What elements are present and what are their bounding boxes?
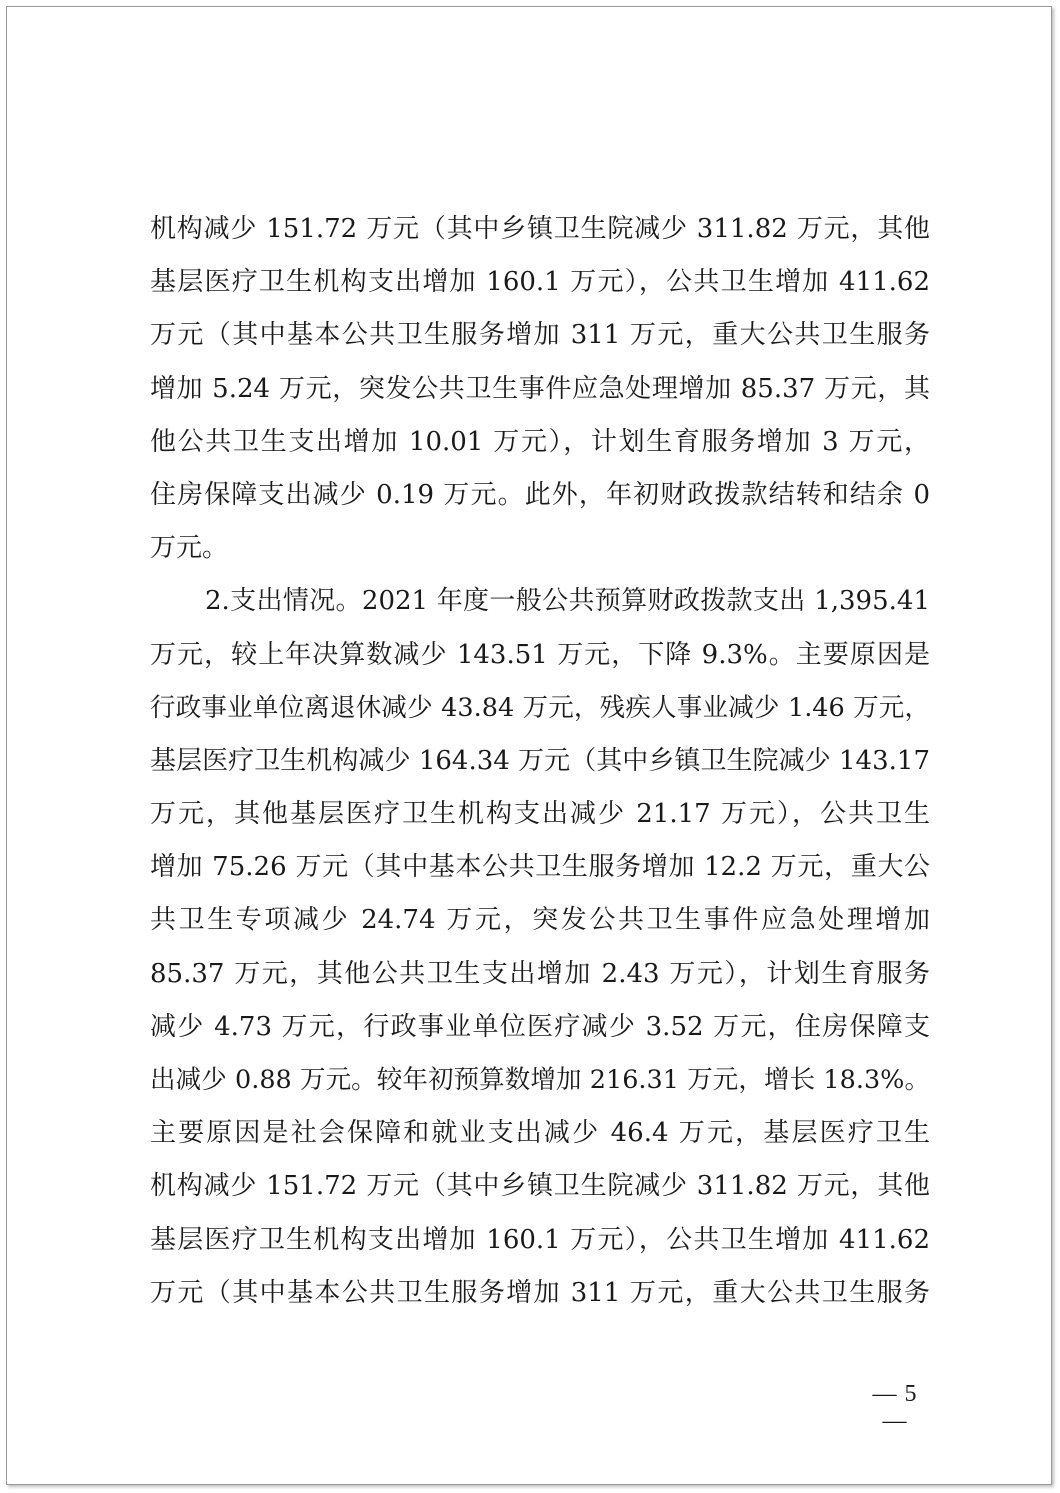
page-number: — 5 — (872, 1381, 918, 1434)
text-line: 万元，其他基层医疗卫生机构支出减少 21.17 万元），公共卫生 (150, 799, 930, 830)
text-line: 出减少 0.88 万元。较年初预算数增加 216.31 万元，增长 18.3%。 (150, 1065, 930, 1095)
text-line: 85.37 万元，其他公共卫生支出增加 2.43 万元），计划生育服务 (150, 958, 930, 989)
body-text (150, 203, 930, 1320)
document-page (6, 6, 1052, 1485)
text-line: 万元（其中基本公共卫生服务增加 311 万元，重大公共卫生服务 (150, 1277, 930, 1308)
text-line: 他公共卫生支出增加 10.01 万元），计划生育服务增加 3 万元， (150, 426, 930, 457)
text-line: 共卫生专项减少 24.74 万元，突发公共卫生事件应急处理增加 (150, 905, 930, 936)
text-line: 基层医疗卫生机构减少 164.34 万元（其中乡镇卫生院减少 143.17 (150, 745, 930, 776)
text-line: 增加 5.24 万元，突发公共卫生事件应急处理增加 85.37 万元，其 (150, 373, 930, 404)
text-line: 机构减少 151.72 万元（其中乡镇卫生院减少 311.82 万元，其他 (150, 214, 930, 244)
text-line: 2.支出情况。2021 年度一般公共预算财政拨款支出 1,395.41 (205, 586, 930, 617)
text-line: 主要原因是社会保障和就业支出减少 46.4 万元，基层医疗卫生 (150, 1118, 930, 1149)
text-line: 基层医疗卫生机构支出增加 160.1 万元），公共卫生增加 411.62 (150, 267, 930, 298)
text-line: 住房保障支出减少 0.19 万元。此外，年初财政拨款结转和结余 0 (150, 479, 930, 510)
text-line: 行政事业单位离退休减少 43.84 万元，残疾人事业减少 1.46 万元， (150, 692, 930, 723)
text-line: 增加 75.26 万元（其中基本公共卫生服务增加 12.2 万元，重大公 (150, 852, 930, 883)
text-line: 万元（其中基本公共卫生服务增加 311 万元，重大公共卫生服务 (150, 320, 930, 351)
text-line: 减少 4.73 万元，行政事业单位医疗减少 3.52 万元，住房保障支 (150, 1011, 930, 1042)
text-line: 机构减少 151.72 万元（其中乡镇卫生院减少 311.82 万元，其他 (150, 1171, 930, 1202)
text-line: 万元，较上年决算数减少 143.51 万元，下降 9.3%。主要原因是 (150, 639, 930, 670)
text-line: 万元。 (150, 533, 229, 564)
text-line: 基层医疗卫生机构支出增加 160.1 万元），公共卫生增加 411.62 (150, 1224, 930, 1255)
